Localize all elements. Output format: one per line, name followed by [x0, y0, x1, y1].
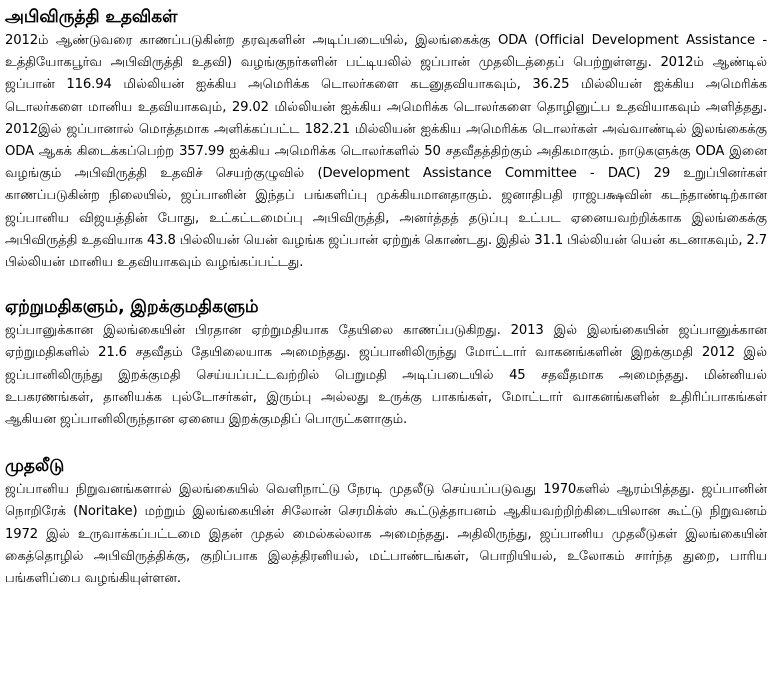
section-heading: அபிவிருத்தி உதவிகள் — [5, 7, 178, 27]
section-paragraph: ஜப்பானுக்கான இலங்கையின் பிரதான ஏற்றுமதியாக தேயிலை காணப்படுகிறது. 2013 இல் இலங்கையின் ஜப்பானுக்கான ஏற்றுமதிகளில் 21.6 சதவீதம் தேயிலையாக அமைந்தது. ஜப்பானிலிருந்து மோட்டார் வாகனங்களின் இறக்குமதி 2012 இல் ஜப்பானிலிருந்து இறக்குமதி செய்யப்பட்டவற்றில் பெறுமதி அடிப்படையில் 45 சதவீதமாக அமைந்தது. மின்னியல் உபகரணங்கள், தானியக்க புல்டோசர்கள், இரும்பு அல்லது உருக்கு பாகங்கள், மோட்டார் வாகனங்களின் உதிரிப்பாகங்கள் ஆகியன ஜப்பானிலிருந்தான ஏனைய இறக்குமதிப் பொருட்களாகும். — [5, 323, 767, 428]
section-paragraph: ஜப்பானிய நிறுவனங்களால் இலங்கையில் வெளிநாட்டு நேரடி முதலீடு செய்யப்படுவது 1970களில் ஆரம்பித்தது. ஜப்பானின் நொறிரேக் (Noritake) மற்றும் இலங்கையின் சிலோன் செரமிக்ஸ் கூட்டுத்தாபனம் ஆகியவற்றிற்கிடையிலான கூட்டு நிறுவனம் 1972 இல் உருவாக்கப்பட்டமை இதன் முதல் மைல்கல்லாக அமைந்தது. அதிலிருந்து, ஜப்பானிய முதலீடுகள் இலங்கையின் கைத்தொழில் அபிவிருத்திக்கு, குறிப்பாக இலத்திரனியல், மட்பாண்டங்கள், பொறியியல், உலோகம் சார்ந்த துறை, பாரிய பங்களிப்பை வழங்கியுள்ளன. — [5, 482, 767, 587]
section-heading: ஏற்றுமதிகளும், இறக்குமதிகளும் — [5, 297, 259, 318]
section-spacer — [5, 274, 767, 290]
document-page — [5, 0, 767, 590]
section-development-aid — [5, 6, 767, 274]
section-investment — [5, 455, 767, 590]
section-spacer — [5, 431, 767, 449]
section-paragraph: 2012ம் ஆண்டுவரை காணப்படுகின்ற தரவுகளின் அடிப்படையில், இலங்கைக்கு ODA (Official Development Assistance - உத்தியோகபூர்வ அபிவிருத்தி உதவி) வழங்குநர்களின் பட்டியலில் ஜப்பான் முதலிடத்தைப் பெற்றுள்ளது. 2012ம் ஆண்டில் ஜப்பான் 116.94 மில்லியன் ஐக்கிய அமெரிக்க டொலர்களை கடனுதவியாகவும், 36.25 மில்லியன் ஐக்கிய அமெரிக்க டொலர்களை மானிய உதவியாகவும், 29.02 மில்லியன் ஐக்கிய அமெரிக்க டொலர்களை தொழினுட்ப உதவியாகவும் அளித்தது. 2012இல் ஜப்பானால் மொத்தமாக அளிக்கப்பட்ட 182.21 மில்லியன் ஐக்கிய அமெரிக்க டொலர்கள் அவ்வாண்டில் இலங்கைக்கு ODA ஆகக் கிடைக்கப்பெற்ற 357.99 ஐக்கிய அமெரிக்க டொலர்களில் 50 சதவீதத்திற்கும் அதிகமாகும். நாடுகளுக்கு ODA இனை வழங்கும் அபிவிருத்தி உதவிச் செயற்குழுவில் (Development Assistance Committee - DAC) 29 உறுப்பினர்கள் காணப்படுகின்ற நிலையில், ஜப்பானின் இந்தப் பங்களிப்பு முக்கியமானதாகும். ஜனாதிபதி ராஜபக்ஷவின் கடந்தாண்டிற்கான ஜப்பானிய விஜயத்தின் போது, உட்கட்டமைப்பு அபிவிருத்தி, அனர்த்தத் தடுப்பு உட்பட ஏனையவற்றிக்காக இலங்கைக்கு அபிவிருத்தி உதவியாக 43.8 பில்லியன் யென் வழங்க ஜப்பான் ஏற்றுக் கொண்டது. இதில் 31.1 பில்லியன் யென் கடனாகவும், 2.7 பில்லியன் மானிய உதவியாகவும் வழங்கப்பட்டது. — [5, 33, 767, 271]
section-heading: முதலீடு — [5, 456, 65, 477]
section-exports-imports — [5, 296, 767, 431]
